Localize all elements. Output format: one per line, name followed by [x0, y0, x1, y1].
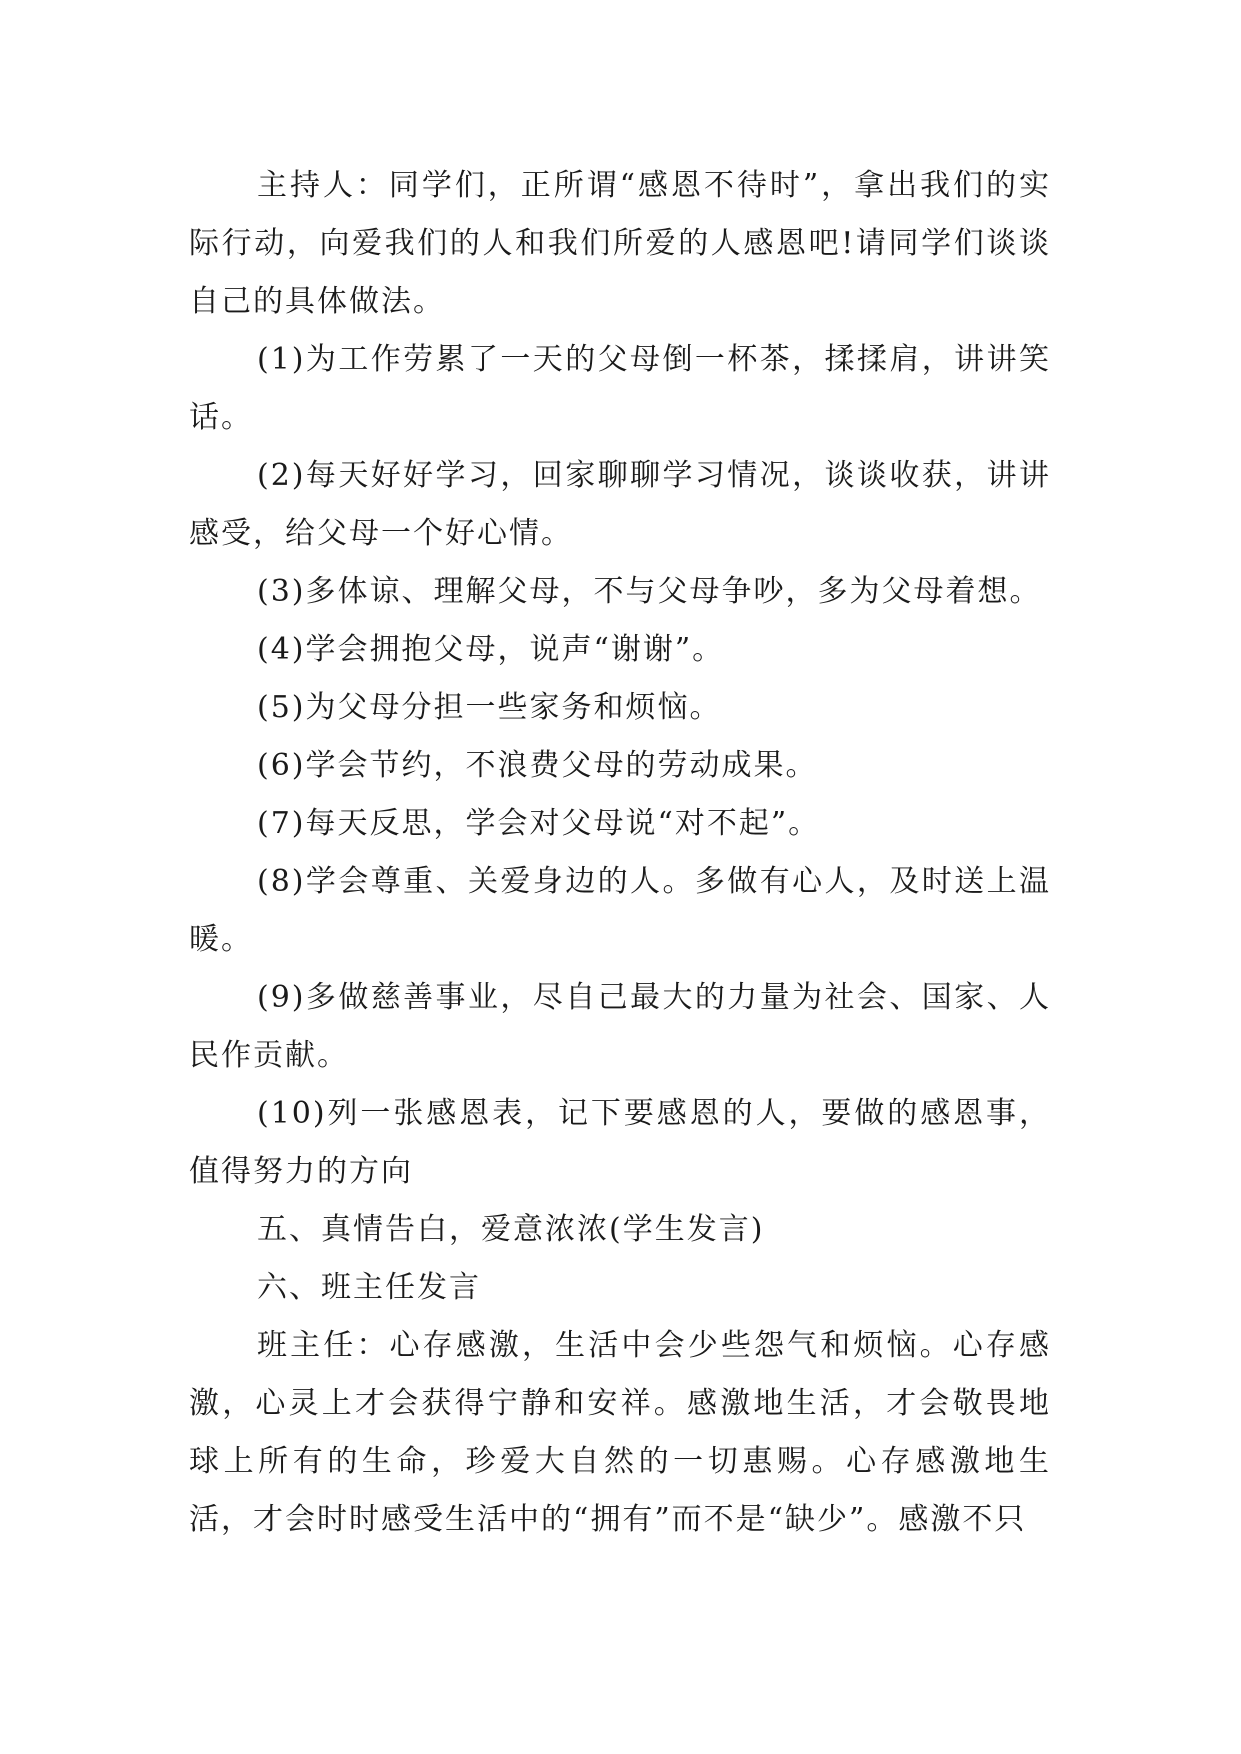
paragraph-host-intro: 主持人：同学们，正所谓“感恩不待时”，拿出我们的实际行动，向爱我们的人和我们所爱的人感恩吧!请同学们谈谈自己的具体做法。 [189, 168, 1051, 319]
section-heading-5: 五、真情告白，爱意浓浓(学生发言) [257, 1212, 765, 1247]
list-item-5: (5)为父母分担一些家务和烦恼。 [257, 690, 722, 725]
document-body [189, 157, 1051, 1549]
list-item-1: (1)为工作劳累了一天的父母倒一杯茶，揉揉肩，讲讲笑话。 [189, 342, 1051, 435]
list-item-6: (6)学会节约，不浪费父母的劳动成果。 [257, 748, 818, 783]
list-item-4: (4)学会拥抱父母，说声“谢谢”。 [257, 632, 725, 667]
list-item-7: (7)每天反思，学会对父母说“对不起”。 [257, 806, 821, 841]
list-item-9: (9)多做慈善事业，尽自己最大的力量为社会、国家、人民作贡献。 [189, 980, 1051, 1073]
paragraph-teacher-speech: 班主任：心存感激，生活中会少些怨气和烦恼。心存感激，心灵上才会获得宁静和安祥。感激地生活，才会敬畏地球上所有的生命，珍爱大自然的一切惠赐。心存感激地生活，才会时时感受生活中的“拥有”而不是“缺少”。感激不只 [189, 1328, 1051, 1537]
list-item-10: (10)列一张感恩表，记下要感恩的人，要做的感恩事，值得努力的方向 [189, 1096, 1051, 1189]
list-item-3: (3)多体谅、理解父母，不与父母争吵，多为父母着想。 [257, 574, 1042, 609]
section-heading-6: 六、班主任发言 [257, 1270, 481, 1305]
list-item-8: (8)学会尊重、关爱身边的人。多做有心人，及时送上温暖。 [189, 864, 1051, 957]
list-item-2: (2)每天好好学习，回家聊聊学习情况，谈谈收获，讲讲感受，给父母一个好心情。 [189, 458, 1051, 551]
